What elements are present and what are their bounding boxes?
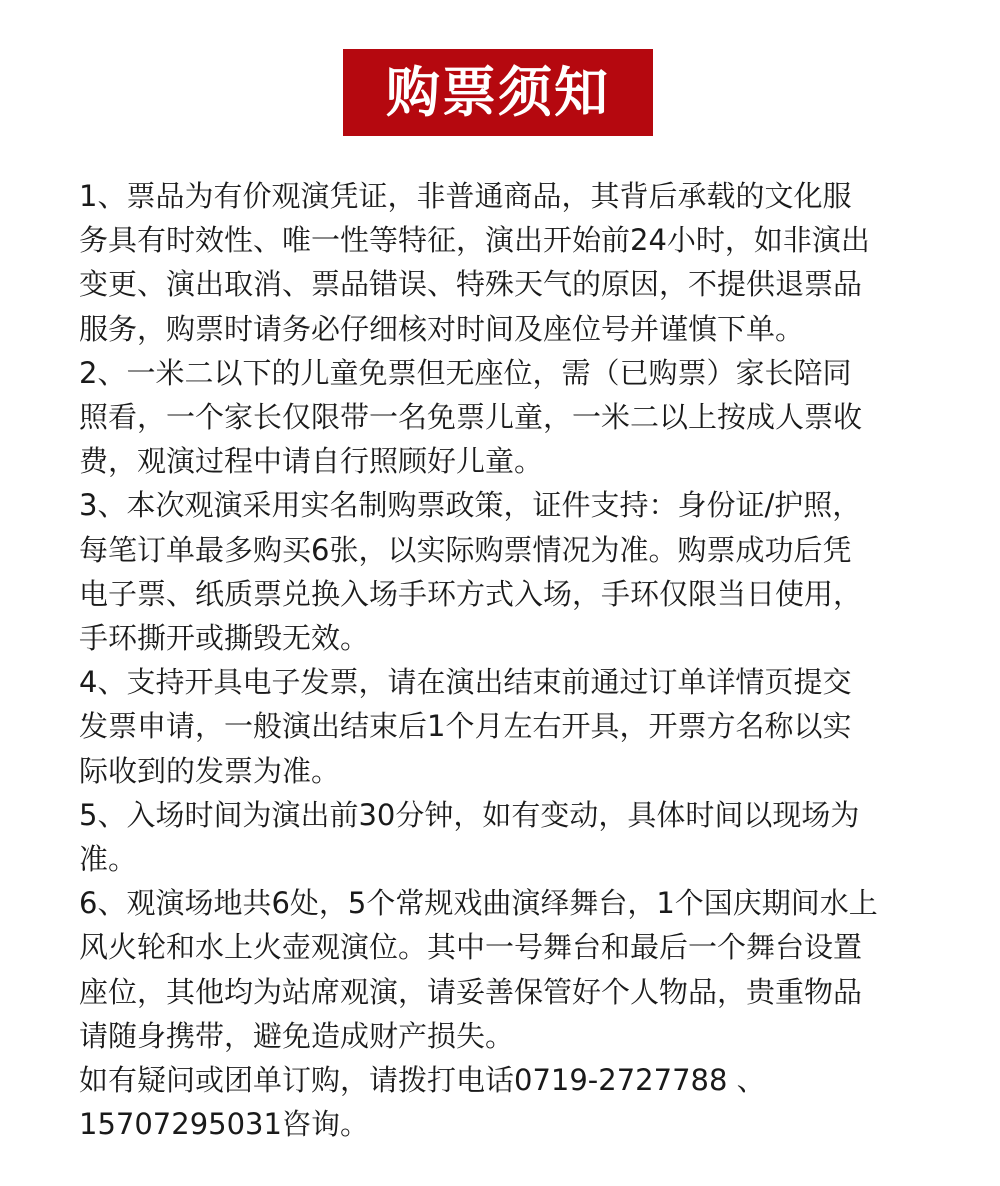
notice-line: 照看，一个家长仅限带一名免票儿童，一米二以上按成人票收 (79, 400, 863, 435)
notice-line: 1、票品为有价观演凭证，非普通商品，其背后承载的文化服 (79, 179, 852, 213)
notice-line: 2、一米二以下的儿童免票但无座位，需（已购票）家长陪同 (79, 355, 852, 390)
notice-line: 6、观演场地共6处，5个常规戏曲演绎舞台，1个国庆期间水上 (79, 886, 878, 921)
notice-line: 4、支持开具电子发票，请在演出结束前通过订单详情页提交 (79, 665, 852, 700)
notice-item-4 (79, 660, 929, 793)
contact-line: 如有疑问或团单订购，请拨打电话0719-2727788 、 (79, 1063, 766, 1098)
title-banner (343, 49, 653, 136)
notice-line: 务具有时效性、唯一性等特征，演出开始前24小时，如非演出 (79, 223, 870, 258)
notice-line: 服务，购票时请务必仔细核对时间及座位号并谨慎下单。 (79, 311, 805, 346)
notice-line: 准。 (79, 842, 138, 877)
notice-line: 座位，其他均为站席观演，请妥善保管好个人物品，贵重物品 (79, 974, 863, 1009)
notice-line: 电子票、纸质票兑换入场手环方式入场，手环仅限当日使用， (79, 576, 863, 611)
notice-line: 费，观演过程中请自行照顾好儿童。 (79, 444, 544, 479)
page-title: 购票须知 (386, 60, 610, 124)
notice-line: 请随身携带，避免造成财产损失。 (79, 1018, 515, 1053)
notice-item-5 (79, 793, 929, 881)
notice-line: 每笔订单最多购买6张，以实际购票情况为准。购票成功后凭 (79, 532, 852, 567)
notice-line: 风火轮和水上火壶观演位。其中一号舞台和最后一个舞台设置 (79, 930, 863, 965)
notice-list (79, 174, 929, 1146)
contact-line: 15707295031咨询。 (79, 1107, 369, 1142)
notice-item-2 (79, 351, 929, 484)
notice-line: 手环撕开或撕毁无效。 (79, 621, 370, 656)
notice-line: 际收到的发票为准。 (79, 753, 341, 788)
notice-line: 3、本次观演采用实名制购票政策，证件支持：身份证/护照， (79, 488, 862, 523)
notice-line: 发票申请，一般演出结束后1个月左右开具，开票方名称以实 (79, 709, 852, 744)
notice-item-6 (79, 881, 929, 1058)
notice-item-1 (79, 174, 929, 351)
notice-line: 变更、演出取消、票品错误、特殊天气的原因，不提供退票品 (79, 267, 863, 302)
notice-item-3 (79, 483, 929, 660)
contact-info (79, 1058, 929, 1146)
notice-line: 5、入场时间为演出前30分钟，如有变动，具体时间以现场为 (79, 797, 860, 832)
